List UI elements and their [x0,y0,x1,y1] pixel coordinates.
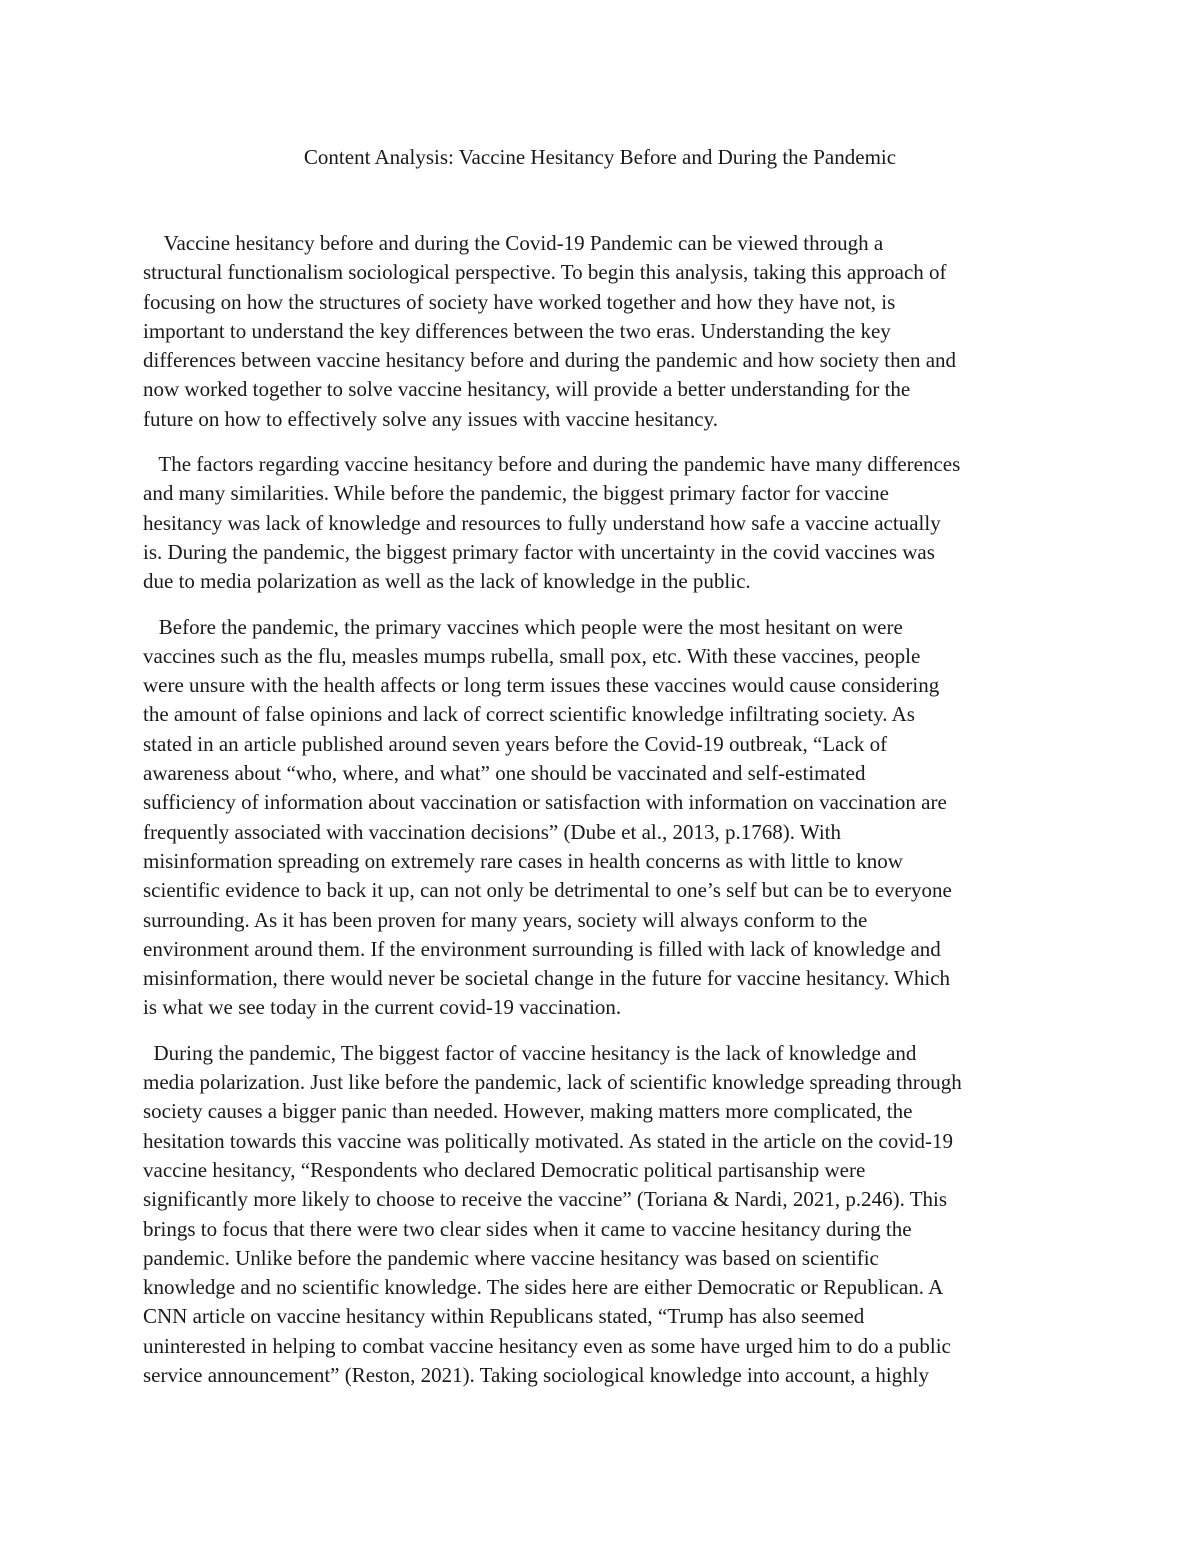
paragraph-line: important to understand the key differences between the two eras. Understanding the key [143,318,891,343]
paragraph-line: During the pandemic, The biggest factor of vaccine hesitancy is the lack of knowledge and [143,1040,917,1065]
document-body [143,229,1073,1406]
paragraph-line: CNN article on vaccine hesitancy within Republicans stated, “Trump has also seemed [143,1304,865,1329]
paragraph-line: environment around them. If the environment surrounding is filled with lack of knowledge and [143,936,941,961]
paragraph-line: Before the pandemic, the primary vaccines which people were the most hesitant on were [143,614,903,639]
paragraph-line: vaccine hesitancy, “Respondents who declared Democratic political partisanship were [143,1157,866,1182]
paragraph-line: knowledge and no scientific knowledge. The sides here are either Democratic or Republican. A [143,1275,944,1300]
paragraph-line: misinformation spreading on extremely rare cases in health concerns as with little to know [143,848,903,873]
paragraph-line: focusing on how the structures of society have worked together and how they have not, is [143,289,896,314]
paragraph-line: significantly more likely to choose to receive the vaccine” (Toriana & Nardi, 2021, p.246). This [143,1187,948,1212]
paragraph-line: frequently associated with vaccination decisions” (Dube et al., 2013, p.1768). With [143,819,841,844]
paragraph-line: vaccines such as the flu, measles mumps rubella, small pox, etc. With these vaccines, people [143,643,921,668]
paragraph-line: structural functionalism sociological perspective. To begin this analysis, taking this approach of [143,260,947,285]
paragraph-line: future on how to effectively solve any issues with vaccine hesitancy. [143,406,718,431]
paragraph-line: service announcement” (Reston, 2021). Taking sociological knowledge into account, a highly [143,1362,930,1387]
paragraph-line: surrounding. As it has been proven for many years, society will always conform to the [143,907,868,932]
paragraph-line: hesitation towards this vaccine was politically motivated. As stated in the article on the covid-19 [143,1128,954,1153]
paragraph-line: awareness about “who, where, and what” one should be vaccinated and self-estimated [143,761,866,786]
paragraph-line: sufficiency of information about vaccination or satisfaction with information on vaccination are [143,790,947,815]
paragraph-line: due to media polarization as well as the lack of knowledge in the public. [143,569,751,594]
paragraph-line: The factors regarding vaccine hesitancy before and during the pandemic have many differences [143,452,961,477]
paragraph-line: brings to focus that there were two clear sides when it came to vaccine hesitancy during the [143,1216,912,1241]
paragraph-line: society causes a bigger panic than needed. However, making matters more complicated, the [143,1099,913,1124]
document-title: Content Analysis: Vaccine Hesitancy Before and During the Pandemic [303,145,897,169]
paragraph-line: and many similarities. While before the pandemic, the biggest primary factor for vaccine [143,481,890,506]
paragraph-line: uninterested in helping to combat vaccine hesitancy even as some have urged him to do a public [143,1333,951,1358]
body-paragraph [143,1039,1073,1391]
paragraph-line: misinformation, there would never be societal change in the future for vaccine hesitancy. Which [143,966,951,991]
paragraph-line: scientific evidence to back it up, can not only be detrimental to one’s self but can be to everyone [143,878,952,903]
body-paragraph [143,613,1073,1023]
paragraph-line: stated in an article published around seven years before the Covid-19 outbreak, “Lack of [143,731,888,756]
paragraph-line: now worked together to solve vaccine hesitancy, will provide a better understanding for the [143,377,911,402]
paragraph-line: media polarization. Just like before the pandemic, lack of scientific knowledge spreading through [143,1070,962,1095]
paragraph-line: were unsure with the health affects or long term issues these vaccines would cause considering [143,673,940,698]
body-paragraph [143,450,1073,596]
body-paragraph [143,229,1073,434]
paragraph-line: pandemic. Unlike before the pandemic where vaccine hesitancy was based on scientific [143,1245,879,1270]
paragraph-line: is what we see today in the current covid-19 vaccination. [143,995,622,1020]
paragraph-line: the amount of false opinions and lack of correct scientific knowledge infiltrating society. As [143,702,915,727]
paragraph-line: Vaccine hesitancy before and during the Covid-19 Pandemic can be viewed through a [143,231,884,255]
paragraph-line: hesitancy was lack of knowledge and resources to fully understand how safe a vaccine actually [143,510,941,535]
paragraph-line: differences between vaccine hesitancy before and during the pandemic and how society then and [143,348,957,373]
paragraph-line: is. During the pandemic, the biggest primary factor with uncertainty in the covid vaccines was [143,539,935,564]
